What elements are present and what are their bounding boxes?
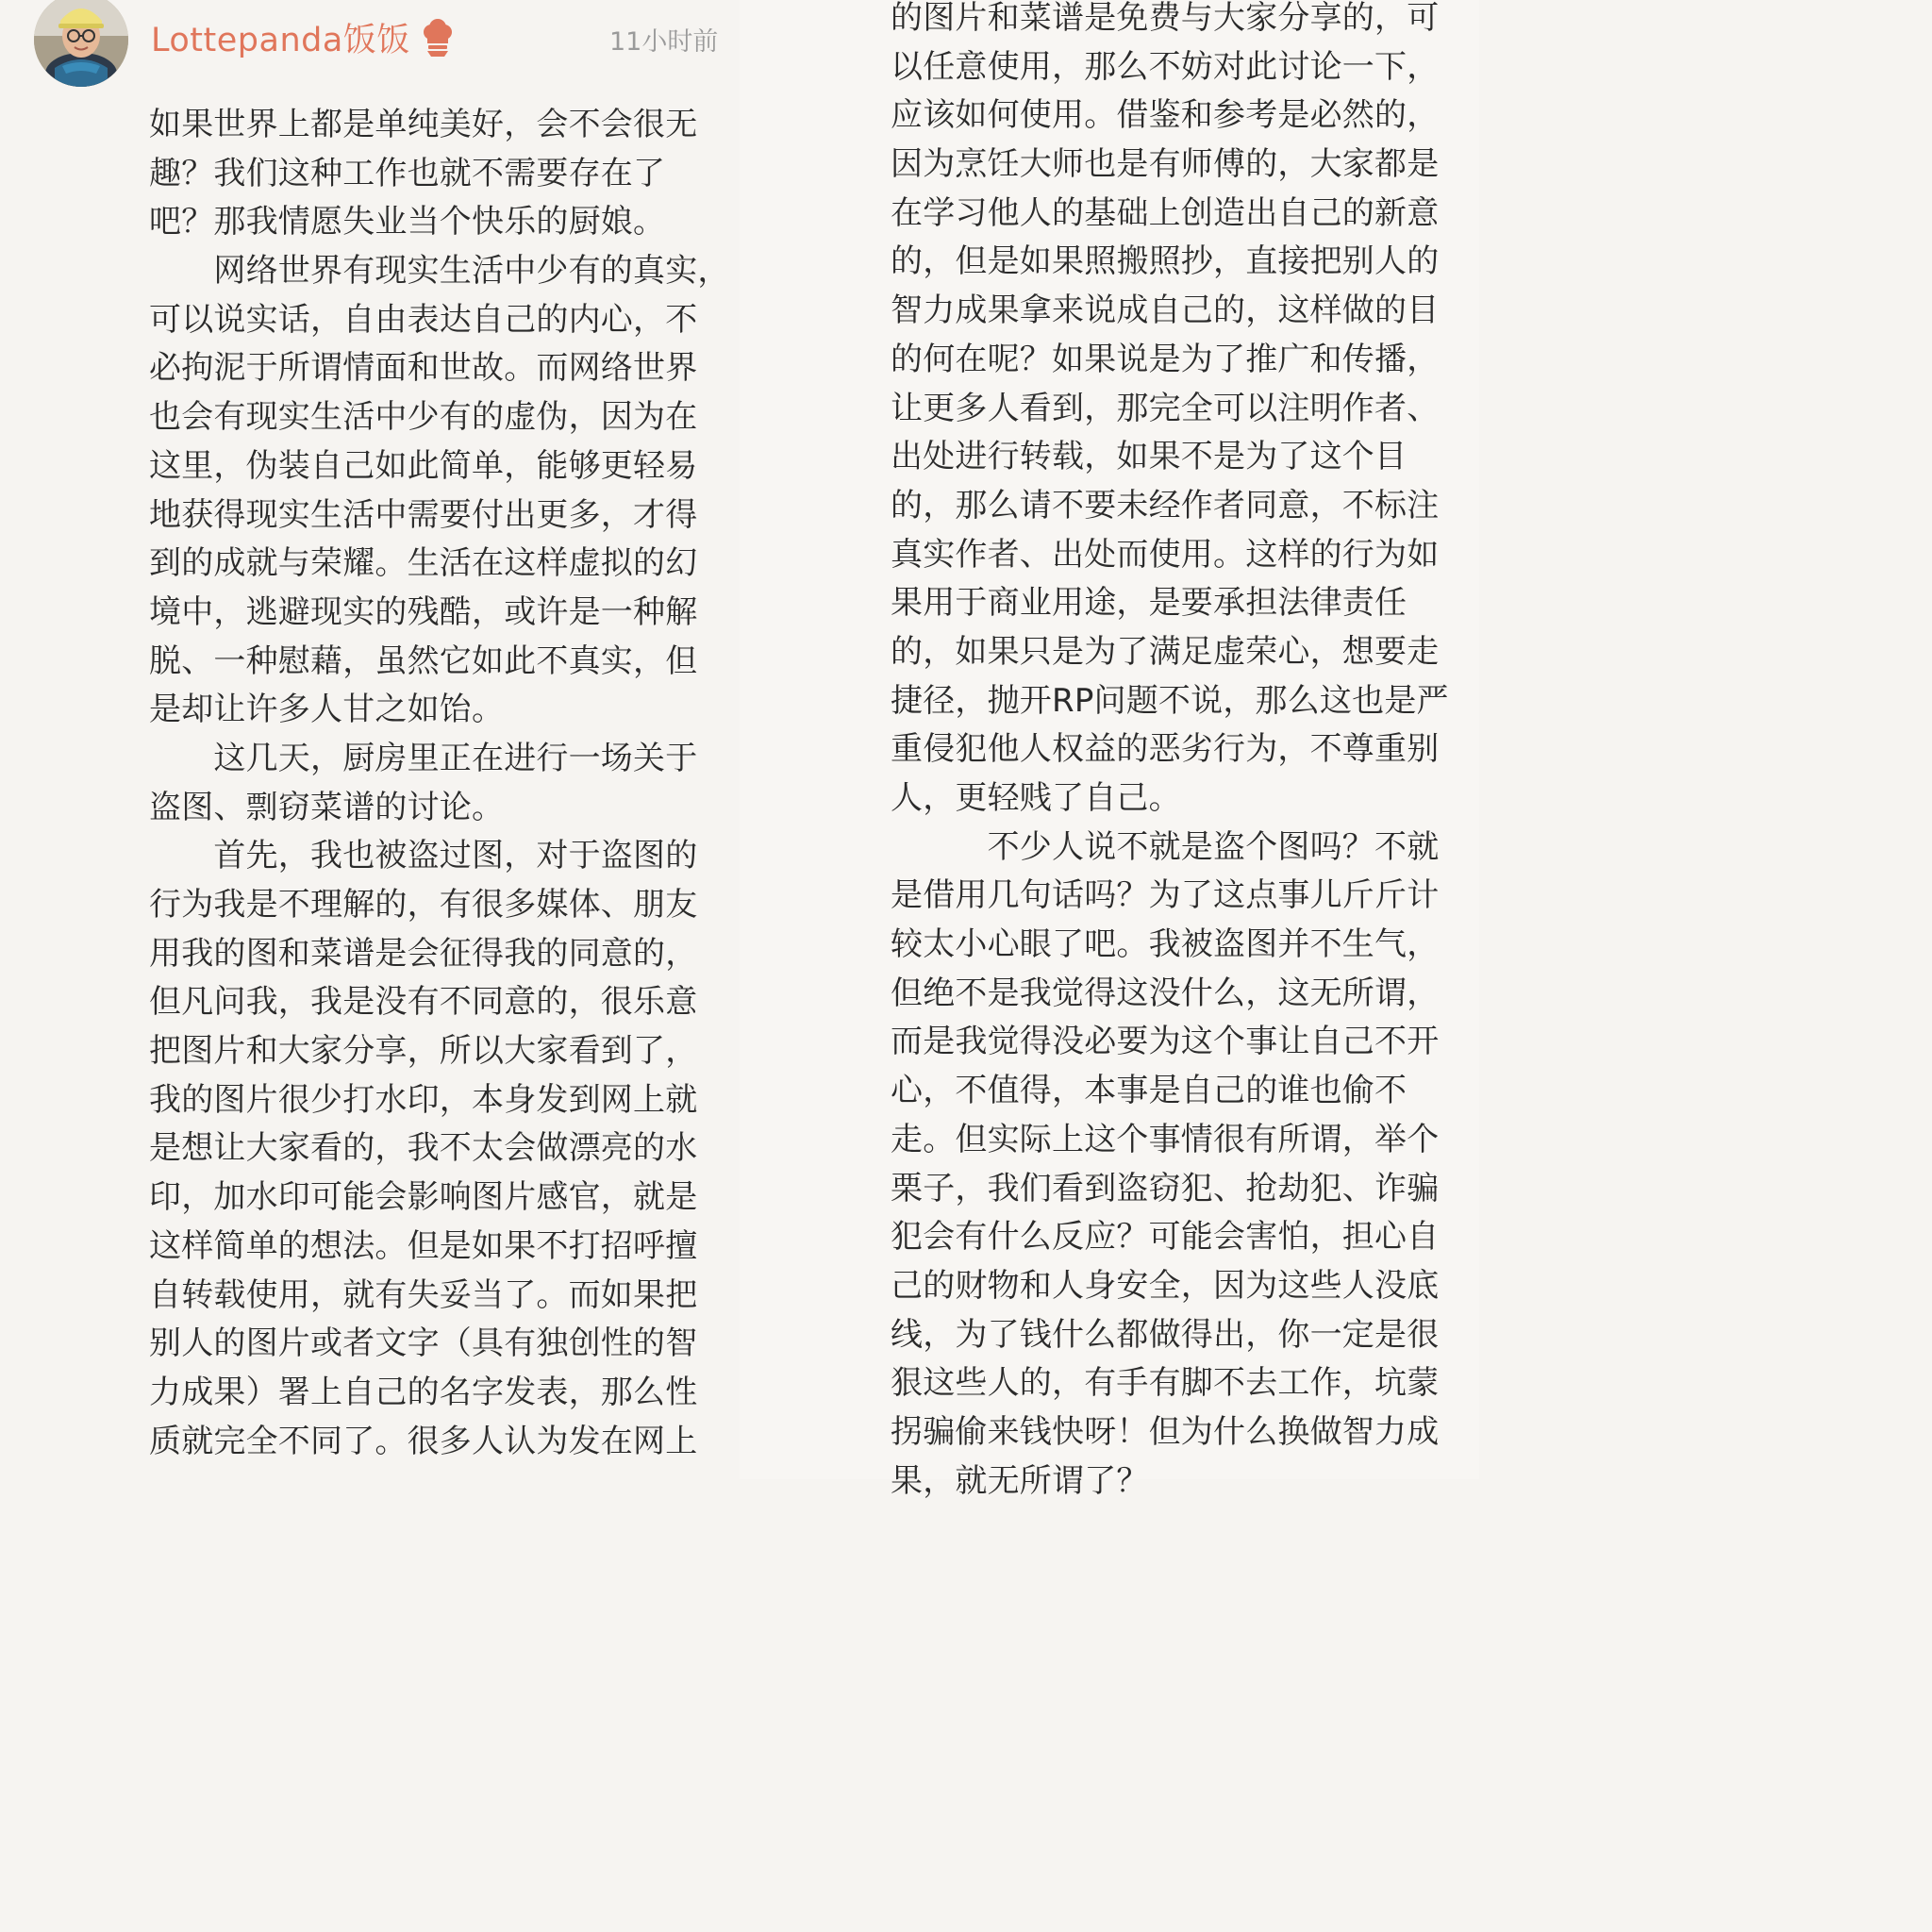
post-text-line: 这里，伪装自己如此简单，能够更轻易 bbox=[149, 446, 698, 485]
post-text-line: 以任意使用，那么不妨对此讨论一下， bbox=[891, 47, 1440, 86]
post-body-left bbox=[149, 101, 730, 1466]
post-text-line: 的，如果只是为了满足虚荣心，想要走 bbox=[891, 632, 1440, 671]
post-text-line: 是借用几句话吗？为了这点事儿斤斤计 bbox=[891, 876, 1440, 915]
post-text-line: 己的财物和人身安全，因为这些人没底 bbox=[891, 1266, 1440, 1305]
post-text-line: 盗图、剽窃菜谱的讨论。 bbox=[149, 788, 505, 826]
post-text-line: 趣？我们这种工作也就不需要存在了 bbox=[149, 154, 666, 192]
post-text-line: 印，加水印可能会影响图片感官，就是 bbox=[149, 1178, 698, 1217]
post-text-line: 如果世界上都是单纯美好，会不会很无 bbox=[149, 106, 698, 143]
post-text-line: 吧？那我情愿失业当个快乐的厨娘。 bbox=[149, 203, 666, 242]
post-text-line: 果用于商业用途，是要承担法律责任 bbox=[891, 584, 1407, 623]
post-text-line: 也会有现实生活中少有的虚伪，因为在 bbox=[149, 398, 698, 437]
post-text-line: 栗子，我们看到盗窃犯、抢劫犯、诈骗 bbox=[891, 1169, 1440, 1208]
post-text-line: 的，那么请不要未经作者同意，不标注 bbox=[891, 486, 1440, 525]
post-text-line: 这几天，厨房里正在进行一场关于 bbox=[149, 739, 698, 777]
post-text-line: 是却让许多人甘之如饴。 bbox=[149, 691, 505, 729]
avatar-photo bbox=[34, 0, 128, 87]
post-text-line: 真实作者、出处而使用。这样的行为如 bbox=[891, 535, 1440, 574]
post-body-right bbox=[891, 0, 1457, 1506]
post-text-line: 线，为了钱什么都做得出，你一定是很 bbox=[891, 1315, 1440, 1354]
post-text-line: 果，就无所谓了？ bbox=[891, 1461, 1149, 1500]
post-text-line: 可以说实话，自由表达自己的内心，不 bbox=[149, 300, 698, 339]
post-text-line: 力成果）署上自己的名字发表，那么性 bbox=[149, 1373, 698, 1411]
post-text-line: 首先，我也被盗过图，对于盗图的 bbox=[149, 837, 698, 875]
post-text-line: 应该如何使用。借鉴和参考是必然的， bbox=[891, 96, 1440, 135]
author-row bbox=[151, 13, 454, 62]
post-text-line: 较太小心眼了吧。我被盗图并不生气， bbox=[891, 925, 1440, 964]
post-text-line: 狠这些人的，有手有脚不去工作，坑蒙 bbox=[891, 1364, 1440, 1403]
post-text-line: 行为我是不理解的，有很多媒体、朋友 bbox=[149, 886, 698, 924]
post-column-left bbox=[0, 0, 740, 1479]
post-text-line: 自转载使用，就有失妥当了。而如果把 bbox=[149, 1275, 698, 1314]
post-text-line: 必拘泥于所谓情面和世故。而网络世界 bbox=[149, 349, 698, 388]
author-name[interactable]: Lottepanda饭饭 bbox=[151, 22, 410, 59]
post-text-line: 在学习他人的基础上创造出自己的新意 bbox=[891, 193, 1440, 232]
post-text-line: 因为烹饪大师也是有师傅的，大家都是 bbox=[891, 145, 1440, 184]
post-text-line: 用我的图和菜谱是会征得我的同意的， bbox=[149, 934, 698, 973]
post-text-line: 别人的图片或者文字（具有独创性的智 bbox=[149, 1324, 698, 1363]
post-text-line: 不少人说不就是盗个图吗？不就 bbox=[891, 827, 1440, 866]
post-text-line: 网络世界有现实生活中少有的真实， bbox=[149, 252, 730, 291]
post-text-line: 重侵犯他人权益的恶劣行为，不尊重别 bbox=[891, 730, 1440, 769]
post-text-line: 而是我觉得没必要为这个事让自己不开 bbox=[891, 1023, 1440, 1061]
post-text-line: 境中，逃避现实的残酷，或许是一种解 bbox=[149, 592, 698, 631]
post-text-line: 质就完全不同了。很多人认为发在网上 bbox=[149, 1422, 698, 1460]
post-text-line: 走。但实际上这个事情很有所谓，举个 bbox=[891, 1120, 1440, 1158]
post-text-line: 的，但是如果照搬照抄，直接把别人的 bbox=[891, 242, 1440, 281]
avatar[interactable] bbox=[34, 0, 128, 87]
post-text-line: 这样简单的想法。但是如果不打招呼擅 bbox=[149, 1226, 698, 1265]
post-text-line: 到的成就与荣耀。生活在这样虚拟的幻 bbox=[149, 544, 698, 583]
chef-hat-icon bbox=[422, 19, 454, 57]
post-text-line: 是想让大家看的，我不太会做漂亮的水 bbox=[149, 1129, 698, 1168]
post-text-line: 但凡问我，我是没有不同意的，很乐意 bbox=[149, 983, 698, 1022]
post-text-line: 我的图片很少打水印，本身发到网上就 bbox=[149, 1080, 698, 1119]
post-text-line: 让更多人看到，那完全可以注明作者、 bbox=[891, 389, 1440, 427]
post-text-line: 捷径，抛开RP问题不说，那么这也是严 bbox=[891, 681, 1449, 720]
post-text-line: 但绝不是我觉得这没什么，这无所谓， bbox=[891, 974, 1440, 1012]
post-text-line: 人，更轻贱了自己。 bbox=[891, 779, 1181, 817]
post-text-line: 脱、一种慰藉，虽然它如此不真实，但 bbox=[149, 641, 698, 680]
post-text-line: 的何在呢？如果说是为了推广和传播， bbox=[891, 340, 1440, 378]
post-text-line: 犯会有什么反应？可能会害怕，担心自 bbox=[891, 1218, 1440, 1257]
post-text-line: 出处进行转载，如果不是为了这个目 bbox=[891, 438, 1407, 476]
post-text-line: 智力成果拿来说成自己的，这样做的目 bbox=[891, 291, 1440, 330]
post-text-line: 心，不值得，本事是自己的谁也偷不 bbox=[891, 1072, 1407, 1110]
post-text-line: 地获得现实生活中需要付出更多，才得 bbox=[149, 495, 698, 534]
post-text-line: 的图片和菜谱是免费与大家分享的，可 bbox=[891, 0, 1440, 37]
post-timestamp: 11小时前 bbox=[609, 27, 719, 57]
post-text-line: 把图片和大家分享，所以大家看到了， bbox=[149, 1032, 698, 1071]
post-text-line: 拐骗偷来钱快呀！但为什么换做智力成 bbox=[891, 1412, 1440, 1451]
